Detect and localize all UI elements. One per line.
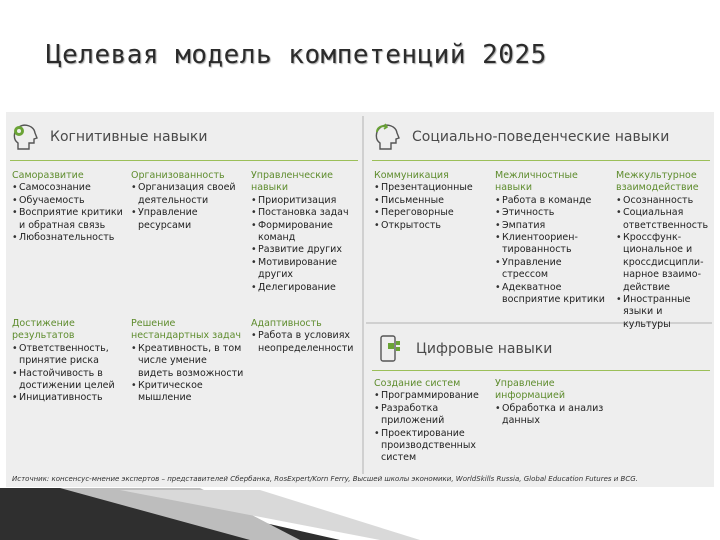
list-item: • Управление ресурсами [131, 207, 243, 232]
block-title: Адаптивность [251, 318, 322, 329]
list-item: • Переговорные [374, 207, 488, 219]
list-item: • Ответственность, принятие риска [12, 343, 124, 368]
list-item: • Креативность, в том числе умение видеть возможности [131, 343, 245, 380]
social-underline [372, 160, 710, 161]
list-item: • Настойчивость в достижении целей [12, 368, 124, 393]
list-item: • Осознанность [616, 195, 712, 207]
list-item: • Работа в условиях неопределенности [251, 330, 359, 355]
list-item: • Социальная ответственность [616, 207, 712, 232]
decorative-swoosh [0, 488, 720, 540]
social-header [372, 122, 669, 152]
list-item: • Приоритизация [251, 195, 359, 207]
block-title: Создание систем [374, 378, 461, 389]
list-item: • Организация своей деятельности [131, 182, 243, 207]
social-header-label: Социально-поведенческие навыки [412, 129, 670, 145]
cognitive-header [10, 122, 207, 152]
block-communication [374, 170, 488, 232]
block-results [12, 318, 124, 405]
source-note: Источник: консенсус-мнение экспертов – представителей Сбербанка, RosExpert/Korn Ferry, Высшей школы экономики, WorldSkills Russia, Global Education Futures и BCG. [12, 475, 638, 483]
head-arrows-icon [372, 122, 402, 152]
block-title: Организованность [131, 170, 225, 181]
list-item: • Развитие других [251, 244, 359, 256]
competency-panel [6, 112, 714, 487]
block-intercultural [616, 170, 712, 331]
list-item: • Работа в команде [495, 195, 607, 207]
block-self-development [12, 170, 124, 244]
block-title: Межличностные навыки [495, 170, 578, 194]
list-item: • Делегирование [251, 282, 359, 294]
block-title: Саморазвитие [12, 170, 84, 181]
cognitive-underline [10, 160, 358, 161]
list-item: • Разработка приложений [374, 403, 490, 428]
block-nonstandard [131, 318, 245, 405]
list-item: • Обработка и анализ данных [495, 403, 607, 428]
list-item: • Инициативность [12, 392, 124, 404]
list-item: • Открытость [374, 220, 488, 232]
phone-icon [376, 334, 406, 364]
list-item: • Иностранные языки и культуры [616, 294, 712, 331]
page-title: Целевая модель компетенций 2025 [46, 40, 547, 70]
list-item: • Критическое мышление [131, 380, 245, 405]
list-item: • Адекватное восприятие критики [495, 282, 607, 307]
list-item: • Письменные [374, 195, 488, 207]
block-interpersonal [495, 170, 607, 306]
list-item: • Самосознание [12, 182, 124, 194]
list-item: • Мотивирование других [251, 257, 359, 282]
block-title: Коммуникация [374, 170, 449, 181]
block-title: Решение нестандартных задач [131, 318, 242, 342]
list-item: • Любознательность [12, 232, 124, 244]
head-gear-icon [10, 122, 40, 152]
cognitive-header-label: Когнитивные навыки [50, 129, 208, 145]
list-item: • Презентационные [374, 182, 488, 194]
list-item: • Восприятие критики и обратная связь [12, 207, 124, 232]
digital-header-label: Цифровые навыки [416, 341, 553, 357]
block-title: Управленческие навыки [251, 170, 334, 194]
list-item: • Эмпатия [495, 220, 607, 232]
block-adaptivity [251, 318, 359, 355]
list-item: • Клиентоориен-тированность [495, 232, 607, 257]
block-title: Достижение результатов [12, 318, 75, 342]
vertical-divider [362, 116, 364, 474]
block-information-management [495, 378, 607, 428]
block-organization [131, 170, 243, 232]
digital-header [376, 334, 552, 364]
list-item: • Проектирование производственных систем [374, 428, 490, 465]
block-title: Межкультурное взаимодействие [616, 170, 699, 194]
list-item: • Постановка задач [251, 207, 359, 219]
list-item: • Обучаемость [12, 195, 124, 207]
list-item: • Кросcфунк-циональное и кроссдисципли-нарное взаимо-действие [616, 232, 712, 294]
digital-underline [372, 370, 710, 371]
list-item: • Этичность [495, 207, 607, 219]
list-item: • Управление стрессом [495, 257, 607, 282]
list-item: • Программирование [374, 390, 490, 402]
block-management [251, 170, 359, 294]
block-system-creation [374, 378, 490, 465]
block-title: Управление информацией [495, 378, 565, 402]
list-item: • Формирование команд [251, 220, 359, 245]
